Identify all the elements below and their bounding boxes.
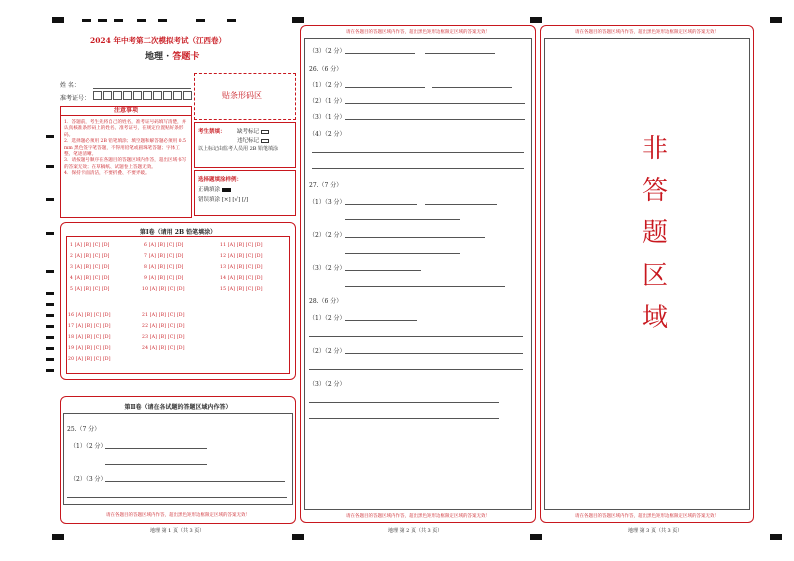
omr-row[interactable]: 5 [A] [B] [C] [D] bbox=[70, 287, 110, 292]
correct-fill-label: 正确填涂 bbox=[198, 187, 221, 193]
timing-mark bbox=[227, 19, 236, 22]
omr-row[interactable]: 10 [A] [B] [C] [D] bbox=[142, 287, 185, 292]
answer-line[interactable] bbox=[345, 219, 460, 220]
omr-row[interactable]: 23 [A] [B] [C] [D] bbox=[142, 335, 185, 340]
question-28-1: （1）（2 分） bbox=[309, 315, 346, 322]
omr-row[interactable]: 19 [A] [B] [C] [D] bbox=[68, 346, 111, 351]
notice-item: 4．保持卡面清洁，不要折叠、不要弄破。 bbox=[64, 171, 150, 177]
question-25-1: （1）（2 分） bbox=[70, 443, 107, 450]
wrong-fill bbox=[198, 195, 248, 203]
timing-mark bbox=[46, 358, 54, 361]
timing-mark bbox=[46, 135, 54, 138]
alignment-mark bbox=[52, 17, 64, 23]
subject-prefix: 地理 · bbox=[145, 52, 173, 62]
question-28-3: （3）（2 分） bbox=[309, 381, 346, 388]
timing-mark bbox=[114, 19, 123, 22]
notice-header bbox=[60, 106, 192, 116]
answer-line[interactable] bbox=[345, 119, 525, 120]
violation-label: 违纪标记 bbox=[237, 138, 260, 144]
omr-row[interactable]: 8 [A] [B] [C] [D] bbox=[144, 265, 184, 270]
question-25: 25.（7 分） bbox=[67, 426, 101, 433]
subject-title bbox=[145, 49, 199, 62]
omr-row[interactable]: 11 [A] [B] [C] [D] bbox=[220, 243, 263, 248]
warning-bottom-p3: 请在各题目的答题区域内作答，超出黑色矩形边框限定区域的答案无效！ bbox=[575, 514, 719, 519]
question-27-2: （2）（2 分） bbox=[309, 232, 346, 239]
timing-mark bbox=[46, 336, 54, 339]
question-26-2: （2）（1 分） bbox=[309, 98, 346, 105]
omr-row[interactable]: 15 [A] [B] [C] [D] bbox=[220, 287, 263, 292]
wrong-fill-label: 错误填涂 bbox=[198, 197, 221, 203]
question-25-3: （3）（2 分） bbox=[309, 48, 346, 55]
non-answer-char: 答 bbox=[641, 176, 668, 206]
violation-mark[interactable] bbox=[237, 136, 269, 144]
timing-mark bbox=[82, 19, 91, 22]
answer-line[interactable] bbox=[345, 320, 417, 321]
timing-mark bbox=[98, 19, 107, 22]
subject-suffix: 答题卡 bbox=[172, 52, 200, 62]
exam-title: 2024 年中考第二次模拟考试（江西卷） bbox=[90, 36, 226, 45]
answer-line[interactable] bbox=[105, 464, 207, 465]
answer-line[interactable] bbox=[345, 103, 525, 104]
alignment-mark bbox=[770, 17, 782, 23]
timing-mark bbox=[196, 19, 205, 22]
footer-page2: 地理 第 2 页（共 3 页） bbox=[388, 528, 443, 534]
notice-item: 3．请按题号顺序在各题目的答题区域内作答，超出区域书写的答案无效；在草稿纸、试题卷上答题无效。 bbox=[64, 158, 187, 170]
name-field-line[interactable] bbox=[93, 88, 191, 89]
timing-mark bbox=[46, 303, 54, 306]
answer-line[interactable] bbox=[312, 152, 524, 153]
timing-mark bbox=[46, 232, 54, 235]
non-answer-char: 区 bbox=[641, 261, 668, 291]
omr-row[interactable]: 18 [A] [B] [C] [D] bbox=[68, 335, 111, 340]
omr-row[interactable]: 22 [A] [B] [C] [D] bbox=[142, 324, 185, 329]
name-label: 姓 名： bbox=[60, 82, 80, 89]
question-25-2: （2）（3 分） bbox=[70, 476, 107, 483]
timing-mark bbox=[46, 292, 54, 295]
timing-mark bbox=[46, 198, 54, 201]
warning-top-p3: 请在各题目的答题区域内作答，超出黑色矩形边框限定区域的答案无效！ bbox=[575, 30, 719, 35]
answer-line[interactable] bbox=[345, 87, 425, 88]
question-26-3: （3）（1 分） bbox=[309, 114, 346, 121]
omr-row[interactable]: 12 [A] [B] [C] [D] bbox=[220, 254, 263, 259]
candidate-note: 以上标记由监考人员用 2B 铅笔填涂 bbox=[198, 146, 279, 152]
filled-mark-icon bbox=[222, 188, 231, 192]
timing-mark bbox=[46, 347, 54, 350]
answer-line[interactable] bbox=[309, 402, 499, 403]
answer-line[interactable] bbox=[105, 481, 285, 482]
answer-line[interactable] bbox=[309, 336, 523, 337]
question-27-1: （1）（3 分） bbox=[309, 199, 346, 206]
part2-title: 第Ⅱ卷（请在各试题的答题区域内作答） bbox=[124, 404, 232, 411]
answer-line[interactable] bbox=[345, 253, 460, 254]
notice-item: 1．答题前，考生先将自己的姓名，准考证号码填写清楚，并认真核准条形码上的姓名、准考证号，在规定位置贴好条形码。 bbox=[64, 120, 187, 138]
fill-example-title: 选择题填涂样例： bbox=[198, 177, 243, 183]
absent-mark[interactable] bbox=[237, 127, 269, 135]
timing-mark bbox=[46, 369, 54, 372]
footer-page3: 地理 第 3 页（共 3 页） bbox=[628, 528, 683, 534]
timing-mark bbox=[46, 314, 54, 317]
omr-row[interactable]: 21 [A] [B] [C] [D] bbox=[142, 313, 185, 318]
question-28: 28.（6 分） bbox=[309, 298, 343, 305]
omr-row[interactable]: 16 [A] [B] [C] [D] bbox=[68, 313, 111, 318]
timing-mark bbox=[46, 270, 54, 273]
answer-area-p2 bbox=[304, 38, 532, 510]
alignment-mark bbox=[292, 534, 304, 540]
question-27-3: （3）（2 分） bbox=[309, 265, 346, 272]
notice-item: 2．选择题必须用 2B 铅笔填涂；填空题和解答题必须用 0.5 mm 黑色签字笔答题，不得用铅笔或圆珠笔答题；字体工整、笔迹清晰。 bbox=[64, 139, 186, 158]
question-27: 27.（7 分） bbox=[309, 182, 343, 189]
answer-line[interactable] bbox=[425, 53, 495, 54]
question-26-1: （1）（2 分） bbox=[309, 82, 346, 89]
omr-row[interactable]: 17 [A] [B] [C] [D] bbox=[68, 324, 111, 329]
omr-row[interactable]: 9 [A] [B] [C] [D] bbox=[144, 276, 184, 281]
answer-line[interactable] bbox=[67, 497, 287, 498]
timing-mark bbox=[46, 325, 54, 328]
omr-row[interactable]: 7 [A] [B] [C] [D] bbox=[144, 254, 184, 259]
candidate-label: 考生禁填： bbox=[198, 129, 226, 135]
omr-row[interactable]: 4 [A] [B] [C] [D] bbox=[70, 276, 110, 281]
omr-row[interactable]: 13 [A] [B] [C] [D] bbox=[220, 265, 263, 270]
absent-label: 缺考标记 bbox=[237, 129, 260, 135]
alignment-mark bbox=[770, 534, 782, 540]
barcode-label: 贴条形码区 bbox=[222, 91, 262, 100]
alignment-mark bbox=[530, 17, 542, 23]
warning-bottom-p2: 请在各题目的答题区域内作答，超出黑色矩形边框限定区域的答案无效！ bbox=[346, 514, 490, 519]
answer-line[interactable] bbox=[345, 53, 415, 54]
timing-mark bbox=[46, 165, 54, 168]
omr-row[interactable]: 14 [A] [B] [C] [D] bbox=[220, 276, 263, 281]
wrong-fill-marks: [×] [√] [/] bbox=[221, 197, 249, 203]
omr-row[interactable]: 3 [A] [B] [C] [D] bbox=[70, 265, 110, 270]
alignment-mark bbox=[292, 17, 304, 23]
answer-line[interactable] bbox=[309, 369, 523, 370]
warning-top-p2: 请在各题目的答题区域内作答，超出黑色矩形边框限定区域的答案无效！ bbox=[346, 30, 490, 35]
alignment-mark bbox=[530, 534, 542, 540]
non-answer-char: 域 bbox=[641, 303, 668, 333]
answer-line[interactable] bbox=[345, 353, 523, 354]
ticket-label: 准考证号： bbox=[60, 95, 91, 102]
omr-row[interactable]: 6 [A] [B] [C] [D] bbox=[144, 243, 184, 248]
answer-line[interactable] bbox=[345, 286, 505, 287]
omr-row[interactable]: 24 [A] [B] [C] [D] bbox=[142, 346, 185, 351]
omr-row[interactable]: 1 [A] [B] [C] [D] bbox=[70, 243, 110, 248]
answer-line[interactable] bbox=[345, 204, 417, 205]
ticket-number-boxes[interactable] bbox=[93, 91, 193, 102]
alignment-mark bbox=[52, 534, 64, 540]
part1-title: 第Ⅰ卷（请用 2B 铅笔填涂） bbox=[139, 229, 217, 236]
question-28-2: （2）（2 分） bbox=[309, 348, 346, 355]
omr-row[interactable]: 20 [A] [B] [C] [D] bbox=[68, 357, 111, 362]
answer-line[interactable] bbox=[345, 270, 421, 271]
answer-line[interactable] bbox=[105, 448, 207, 449]
timing-mark bbox=[158, 19, 167, 22]
answer-line[interactable] bbox=[432, 87, 512, 88]
correct-fill bbox=[198, 185, 231, 193]
timing-mark bbox=[137, 19, 146, 22]
notice-title: 注意事项 bbox=[113, 107, 138, 114]
non-answer-char: 题 bbox=[641, 218, 668, 248]
notice-list bbox=[64, 120, 189, 178]
footer-page1: 地理 第 1 页（共 3 页） bbox=[150, 528, 205, 534]
question-26-4: （4）（2 分） bbox=[309, 131, 346, 138]
question-26: 26.（6 分） bbox=[309, 66, 343, 73]
non-answer-char: 非 bbox=[641, 134, 668, 164]
answer-line[interactable] bbox=[425, 204, 497, 205]
omr-row[interactable]: 2 [A] [B] [C] [D] bbox=[70, 254, 110, 259]
answer-line[interactable] bbox=[312, 168, 524, 169]
answer-line[interactable] bbox=[345, 237, 485, 238]
answer-line[interactable] bbox=[309, 418, 499, 419]
warning-bottom-p1: 请在各题目的答题区域内作答，超出黑色矩形边框限定区域的答案无效！ bbox=[106, 513, 250, 518]
